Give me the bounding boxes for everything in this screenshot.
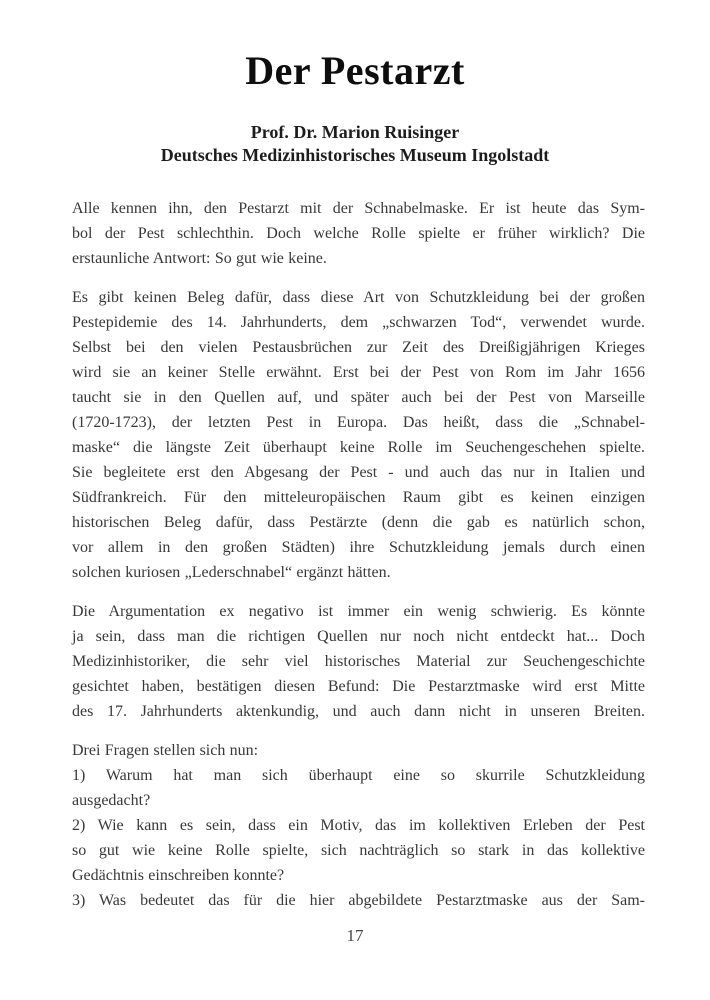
text-line: taucht sie in den Quellen auf, und später auch bei der Pest von Marseille [72,389,645,406]
text-line: Gedächtnis einschreiben konnte? [72,867,285,884]
byline [0,121,710,167]
paragraph-argumentation [72,599,645,724]
text-line: Selbst bei den vielen Pestausbrüchen zur Zeit des Dreißigjährigen Krieges [72,339,645,356]
text-line: wird sie an keiner Stelle erwähnt. Erst bei der Pest von Rom im Jahr 1656 [72,364,645,381]
paragraph-questions [72,738,645,913]
text-line: erstaunliche Antwort: So gut wie keine. [72,250,327,267]
text-line: Südfrankreich. Für den mitteleuropäischen Raum gibt es keinen einzigen [72,489,645,506]
body-text [72,196,645,913]
text-line: Alle kennen ihn, den Pestarzt mit der Schnabelmaske. Er ist heute das Sym- [72,200,645,217]
text-line: vor allem in den großen Städten) ihre Schutzkleidung jemals durch einen [72,539,645,556]
text-line: (1720-1723), der letzten Pest in Europa. Das heißt, dass die „Schnabel- [72,414,645,431]
page-number: 17 [346,926,364,945]
text-line: bol der Pest schlechthin. Doch welche Rolle spielte er früher wirklich? Die [72,225,645,242]
text-line: so gut wie keine Rolle spielte, sich nachträglich so stark in das kollektive [72,842,645,859]
text-line: 2) Wie kann es sein, dass ein Motiv, das im kollektiven Erleben der Pest [72,817,645,834]
paragraph-history [72,285,645,585]
text-line: Sie begleitete erst den Abgesang der Pest - und auch das nur in Italien und [72,464,645,481]
text-line: solchen kuriosen „Lederschnabel“ ergänzt hätten. [72,564,391,581]
paragraph-intro [72,196,645,271]
text-line: ja sein, dass man die richtigen Quellen nur noch nicht entdeckt hat... Doch [72,628,645,645]
affiliation-line: Deutsches Medizinhistorisches Museum Ingolstadt [160,145,550,165]
page-title: Der Pestarzt [245,48,465,93]
text-line: historischen Beleg dafür, dass Pestärzte (denn die gab es natürlich schon, [72,514,645,531]
text-line: ausgedacht? [72,792,151,809]
text-line: 1) Warum hat man sich überhaupt eine so skurrile Schutzkleidung [72,767,645,784]
text-line: Drei Fragen stellen sich nun: [72,742,259,759]
text-line: Pestepidemie des 14. Jahrhunderts, dem „schwarzen Tod“, verwendet wurde. [72,314,645,331]
author-line: Prof. Dr. Marion Ruisinger [250,122,460,142]
text-line: gesichtet haben, bestätigen diesen Befund: Die Pestarztmaske wird erst Mitte [72,678,645,695]
text-line: des 17. Jahrhunderts aktenkundig, und auch dann nicht in unseren Breiten. [72,703,645,720]
text-line: Medizinhistoriker, die sehr viel historisches Material zur Seuchengeschichte [72,653,645,670]
text-line: maske“ die längste Zeit überhaupt keine Rolle im Seuchengeschehen spielte. [72,439,645,456]
text-line: Es gibt keinen Beleg dafür, dass diese Art von Schutzkleidung bei der großen [72,289,645,306]
text-line: 3) Was bedeutet das für die hier abgebildete Pestarztmaske aus der Sam- [72,892,645,909]
text-line: Die Argumentation ex negativo ist immer ein wenig schwierig. Es könnte [72,603,645,620]
